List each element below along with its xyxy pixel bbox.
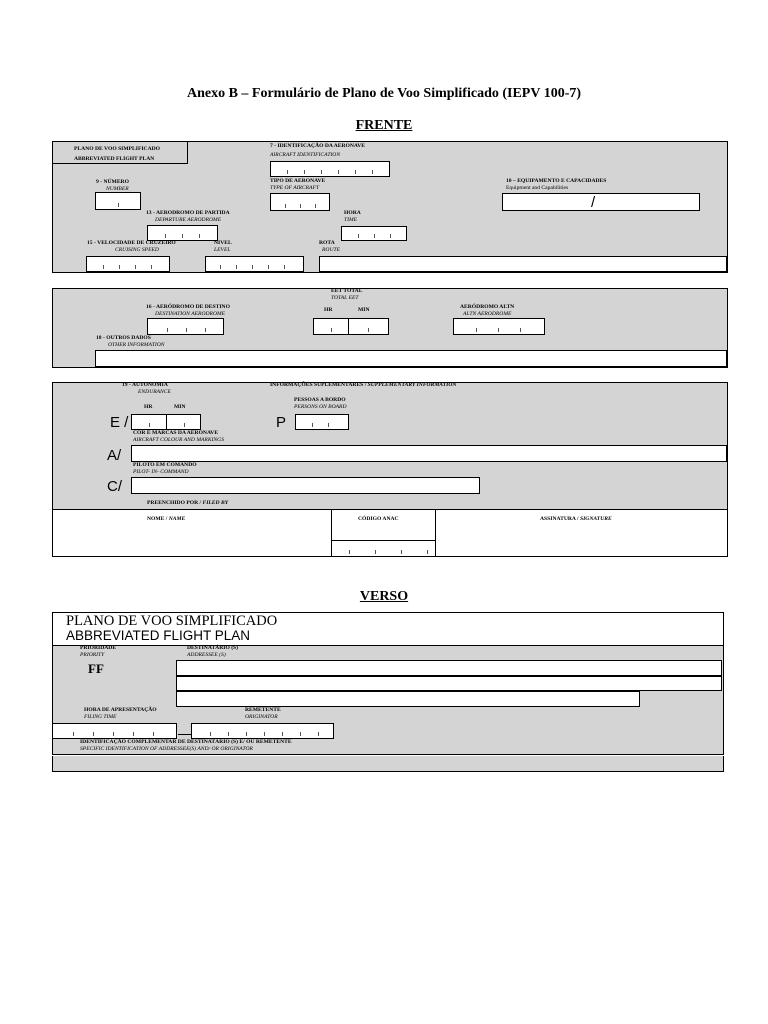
destination-aerodrome-input[interactable]: [147, 318, 224, 335]
type-label: TIPO DE AERONAVE: [270, 178, 326, 184]
endurance-prefix: E /: [110, 414, 129, 431]
alternate-aerodrome-input[interactable]: [453, 318, 545, 335]
persons-on-board-input[interactable]: [295, 414, 349, 430]
endurance-min-label: MIN: [174, 404, 186, 410]
eet-sub: TOTAL EET: [331, 295, 359, 301]
addressee-input-1[interactable]: [176, 660, 722, 676]
number-input[interactable]: [95, 192, 141, 210]
priority-value: FF: [88, 661, 104, 676]
addressee-label: DESTINATÁRIO (S): [187, 645, 239, 651]
persons-prefix: P: [276, 414, 287, 431]
f9-sub: NUMBER: [106, 186, 129, 192]
route-continuation-input[interactable]: [52, 272, 728, 289]
other-information-input[interactable]: [95, 350, 727, 367]
type-sub: TYPE OF AIRCRAFT: [270, 185, 319, 191]
anac-code-input[interactable]: [332, 541, 435, 556]
addressee-sub: ADDRESSEE (S): [187, 652, 226, 658]
colour-label: COR E MARCAS DA AERONAVE: [133, 430, 219, 436]
nivel-sub: LEVEL: [214, 247, 231, 253]
priority-label: PRIORIDADE: [80, 645, 117, 651]
filed-by-label: [147, 500, 228, 507]
eet-min-label: MIN: [358, 307, 370, 313]
document-title: Anexo B – Formulário de Plano de Voo Simplificado (IEPV 100-7): [186, 86, 582, 101]
supplementary-label-en: SUPPLEMENTARY INFORMATION: [367, 382, 457, 388]
addressee-input-2[interactable]: [176, 676, 722, 691]
eet-hr-label: HR: [324, 307, 333, 313]
rota-sub: ROUTE: [322, 247, 341, 253]
endurance-hr-label: HR: [144, 404, 153, 410]
originator-sub: ORIGINATOR: [245, 714, 278, 720]
supplementary-label: [270, 382, 456, 389]
pilot-in-command-input[interactable]: [131, 477, 480, 494]
anac-code-label: CÓDIGO ANAC: [358, 516, 399, 522]
specific-id-input[interactable]: [52, 755, 724, 771]
plan-title-en: ABBREVIATED FLIGHT PLAN: [74, 156, 155, 162]
f18-sub: OTHER INFORMATION: [108, 342, 165, 348]
rota-label: ROTA: [319, 240, 335, 246]
filed-by-label-pt: PREENCHIDO POR /: [147, 500, 203, 506]
f10-label: 10 – EQUIPAMENTO E CAPACIDADES: [506, 178, 607, 184]
name-label-en: NAME: [168, 516, 186, 522]
colour-sub: AIRCRAFT COLOUR AND MARKINGS: [133, 437, 225, 443]
pilot-label: PILOTO EM COMANDO: [133, 462, 197, 468]
filing-time-label: HORA DE APRESENTAÇÃO: [84, 707, 157, 713]
front-section-heading: FRENTE: [355, 118, 413, 133]
originator-dash: [178, 734, 191, 735]
f9-label: 9 - NÚMERO: [96, 179, 129, 185]
departure-aerodrome-input[interactable]: [147, 225, 218, 241]
route-input[interactable]: [319, 256, 727, 272]
endurance-minutes-input[interactable]: [166, 414, 201, 430]
aircraft-type-input[interactable]: [270, 193, 330, 211]
hora-sub: TIME: [344, 217, 358, 223]
equipment-separator: /: [591, 194, 596, 211]
filed-by-label-en: FILED BY: [202, 500, 229, 506]
f16-sub: DESTINATION AERODROME: [155, 311, 226, 317]
name-label-pt: NOME /: [147, 516, 169, 522]
level-input[interactable]: [205, 256, 304, 272]
f16-label: 16 - AERÓDROMO DE DESTINO: [146, 304, 230, 310]
title-cell-divider: [187, 141, 188, 163]
persons-label: PESSOAS A BORDO: [294, 397, 346, 403]
f7-label: 7 - IDENTIFICAÇÃO DA AERONAVE: [270, 143, 366, 149]
addressee-input-3[interactable]: [176, 691, 640, 707]
back-plan-title-en: ABBREVIATED FLIGHT PLAN: [66, 628, 251, 643]
originator-label: REMETENTE: [245, 707, 281, 713]
aircraft-colour-input[interactable]: [131, 445, 727, 462]
hora-label: HORA: [344, 210, 361, 216]
originator-input[interactable]: [191, 723, 334, 739]
filing-time-sub: FILING TIME: [84, 714, 117, 720]
signature-input[interactable]: [436, 528, 727, 556]
equipment-input[interactable]: [502, 193, 700, 211]
f13-sub: DEPARTURE AERODROME: [155, 217, 222, 223]
f19-label: 19 - AUTONOMIA: [122, 382, 168, 388]
f18-label: 18 - OUTROS DADOS: [96, 335, 151, 341]
eet-minutes-input[interactable]: [348, 318, 389, 335]
other-information-continuation-input[interactable]: [52, 367, 728, 383]
altn-label: AERÓDROMO ALTN: [460, 304, 515, 310]
specific-id-label: IDENTIFICAÇÃO COMPLEMENTAR DE DESTINATÁRIO (S) E/ OU REMETENTE: [80, 739, 292, 745]
signature-label: [540, 516, 612, 523]
back-section-heading: VERSO: [359, 589, 409, 604]
filing-time-input[interactable]: [52, 723, 177, 739]
pilot-sub: PILOT- IN- COMMAND: [133, 469, 189, 475]
f7-sub: AIRCRAFT IDENTIFICATION: [270, 152, 341, 158]
aircraft-id-input[interactable]: [270, 161, 390, 177]
colour-prefix: A/: [107, 447, 122, 464]
f13-label: 13 - AERODROMO DE PARTIDA: [146, 210, 230, 216]
endurance-hours-input[interactable]: [131, 414, 167, 430]
altn-sub: ALTN AERODROME: [463, 311, 512, 317]
f10-sub: Equipment and Capabilities: [506, 185, 569, 191]
eet-label: EET TOTAL: [331, 288, 363, 294]
f15-label: 15 - VELOCIDADE DE CRUZEIRO: [87, 240, 176, 246]
plan-title-pt: PLANO DE VOO SIMPLIFICADO: [74, 146, 161, 152]
eet-hours-input[interactable]: [313, 318, 349, 335]
cruising-speed-input[interactable]: [86, 256, 170, 272]
departure-time-input[interactable]: [341, 226, 407, 241]
priority-sub: PRIORITY: [80, 652, 105, 658]
specific-id-sub: SPECIFIC IDENTIFICATION OF ADDRESSEE(S) AND/ OR ORIGINATOR: [80, 746, 253, 752]
signature-label-en: SIGNATURE: [580, 516, 612, 522]
supplementary-label-pt: INFORMAÇÕES SUPLEMENTARES /: [270, 382, 368, 388]
signature-label-pt: ASSINATURA /: [540, 516, 580, 522]
f19-sub: ENDURANCE: [138, 389, 171, 395]
back-plan-title-pt: PLANO DE VOO SIMPLIFICADO: [66, 613, 278, 629]
pilot-prefix: C/: [107, 478, 122, 495]
filer-name-input[interactable]: [52, 509, 331, 557]
nivel-label: NIVEL: [214, 240, 232, 246]
f15-sub: CRUISING SPEED: [115, 247, 159, 253]
persons-sub: PERSONS ON BOARD: [294, 404, 347, 410]
title-cell-underline: [52, 163, 188, 164]
